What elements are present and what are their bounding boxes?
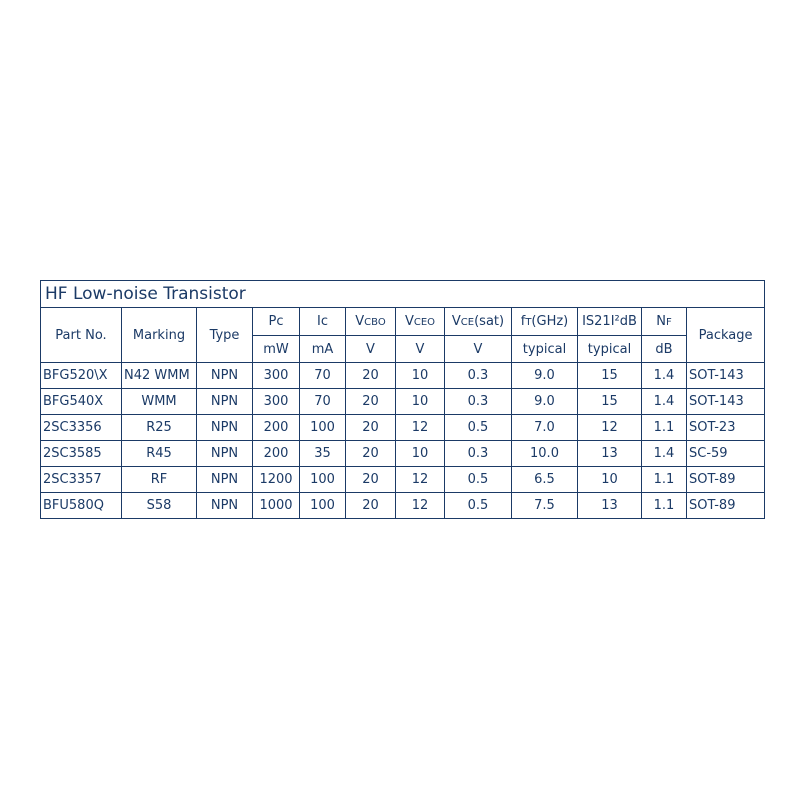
header-s21: IS21I²dB xyxy=(578,308,642,336)
cell-pc: 200 xyxy=(253,441,300,467)
cell-nf: 1.1 xyxy=(642,493,687,519)
cell-type: NPN xyxy=(197,493,253,519)
header-vcesat-sub: CE xyxy=(460,317,475,328)
cell-nf: 1.1 xyxy=(642,467,687,493)
table-row xyxy=(41,363,765,389)
cell-vceo: 10 xyxy=(396,441,445,467)
transistor-table-container xyxy=(40,280,764,519)
cell-pc: 300 xyxy=(253,389,300,415)
cell-package: SC-59 xyxy=(687,441,765,467)
cell-nf: 1.4 xyxy=(642,441,687,467)
header-vcbo xyxy=(346,308,396,336)
header-vceo-sub: CEO xyxy=(413,317,436,328)
header-vceo-main: V xyxy=(404,314,414,329)
header-nf xyxy=(642,308,687,336)
cell-vcbo: 20 xyxy=(346,441,396,467)
cell-ic: 35 xyxy=(300,441,346,467)
transistor-spec-table xyxy=(40,280,765,519)
cell-pc: 300 xyxy=(253,363,300,389)
unit-ft: typical xyxy=(512,336,578,363)
cell-type: NPN xyxy=(197,389,253,415)
unit-ic: mA xyxy=(300,336,346,363)
cell-s21: 13 xyxy=(578,441,642,467)
header-vcesat-tail: (sat) xyxy=(474,314,505,329)
cell-marking: RF xyxy=(122,467,197,493)
cell-pc: 200 xyxy=(253,415,300,441)
unit-nf: dB xyxy=(642,336,687,363)
unit-pc: mW xyxy=(253,336,300,363)
cell-package: SOT-143 xyxy=(687,363,765,389)
cell-ic: 70 xyxy=(300,389,346,415)
cell-package: SOT-89 xyxy=(687,493,765,519)
cell-ic: 100 xyxy=(300,493,346,519)
table-title: HF Low-noise Transistor xyxy=(41,281,765,308)
cell-package: SOT-23 xyxy=(687,415,765,441)
cell-part: 2SC3356 xyxy=(41,415,122,441)
cell-ft: 9.0 xyxy=(512,389,578,415)
cell-s21: 12 xyxy=(578,415,642,441)
cell-s21: 15 xyxy=(578,363,642,389)
cell-pc: 1000 xyxy=(253,493,300,519)
cell-ic: 100 xyxy=(300,467,346,493)
cell-vceo: 12 xyxy=(396,415,445,441)
cell-part: BFU580Q xyxy=(41,493,122,519)
header-nf-main: N xyxy=(656,314,666,329)
unit-vcesat: V xyxy=(445,336,512,363)
cell-part: 2SC3585 xyxy=(41,441,122,467)
cell-vcbo: 20 xyxy=(346,363,396,389)
unit-vcbo: V xyxy=(346,336,396,363)
header-nf-sub: F xyxy=(665,317,672,328)
table-row xyxy=(41,389,765,415)
cell-vcesat: 0.5 xyxy=(445,467,512,493)
header-marking: Marking xyxy=(122,308,197,363)
cell-ft: 10.0 xyxy=(512,441,578,467)
header-type: Type xyxy=(197,308,253,363)
cell-package: SOT-89 xyxy=(687,467,765,493)
cell-vceo: 10 xyxy=(396,363,445,389)
cell-type: NPN xyxy=(197,467,253,493)
cell-part: BFG520\X xyxy=(41,363,122,389)
cell-vcesat: 0.5 xyxy=(445,415,512,441)
header-vcesat xyxy=(445,308,512,336)
cell-nf: 1.4 xyxy=(642,363,687,389)
table-row xyxy=(41,415,765,441)
cell-marking: S58 xyxy=(122,493,197,519)
header-part-no: Part No. xyxy=(41,308,122,363)
table-row xyxy=(41,493,765,519)
cell-type: NPN xyxy=(197,363,253,389)
cell-part: BFG540X xyxy=(41,389,122,415)
cell-vcbo: 20 xyxy=(346,389,396,415)
cell-ft: 9.0 xyxy=(512,363,578,389)
cell-marking: R45 xyxy=(122,441,197,467)
cell-ft: 7.5 xyxy=(512,493,578,519)
header-vcbo-main: V xyxy=(355,314,365,329)
unit-vceo: V xyxy=(396,336,445,363)
cell-vceo: 12 xyxy=(396,467,445,493)
cell-ic: 70 xyxy=(300,363,346,389)
cell-vcesat: 0.3 xyxy=(445,389,512,415)
table-row xyxy=(41,467,765,493)
cell-ic: 100 xyxy=(300,415,346,441)
cell-vcesat: 0.5 xyxy=(445,493,512,519)
cell-marking: R25 xyxy=(122,415,197,441)
header-ft-tail: (GHz) xyxy=(531,314,569,329)
cell-vcbo: 20 xyxy=(346,415,396,441)
header-ft-sub: T xyxy=(525,317,532,328)
cell-ft: 6.5 xyxy=(512,467,578,493)
cell-type: NPN xyxy=(197,415,253,441)
table-row xyxy=(41,441,765,467)
cell-marking: WMM xyxy=(122,389,197,415)
cell-part: 2SC3357 xyxy=(41,467,122,493)
cell-pc: 1200 xyxy=(253,467,300,493)
cell-vcesat: 0.3 xyxy=(445,441,512,467)
unit-s21: typical xyxy=(578,336,642,363)
header-vceo xyxy=(396,308,445,336)
cell-s21: 10 xyxy=(578,467,642,493)
cell-vceo: 10 xyxy=(396,389,445,415)
cell-ft: 7.0 xyxy=(512,415,578,441)
cell-vcesat: 0.3 xyxy=(445,363,512,389)
cell-package: SOT-143 xyxy=(687,389,765,415)
cell-nf: 1.4 xyxy=(642,389,687,415)
cell-nf: 1.1 xyxy=(642,415,687,441)
header-ft xyxy=(512,308,578,336)
header-vcbo-sub: CBO xyxy=(364,317,386,328)
cell-s21: 15 xyxy=(578,389,642,415)
header-package: Package xyxy=(687,308,765,363)
header-ic: Ic xyxy=(300,308,346,336)
cell-vcbo: 20 xyxy=(346,493,396,519)
cell-type: NPN xyxy=(197,441,253,467)
cell-vcbo: 20 xyxy=(346,467,396,493)
header-vcesat-main: V xyxy=(451,314,461,329)
header-pc: Pc xyxy=(253,308,300,336)
cell-s21: 13 xyxy=(578,493,642,519)
header-ft-main: f xyxy=(520,314,526,329)
cell-marking: N42 WMM xyxy=(122,363,197,389)
cell-vceo: 12 xyxy=(396,493,445,519)
